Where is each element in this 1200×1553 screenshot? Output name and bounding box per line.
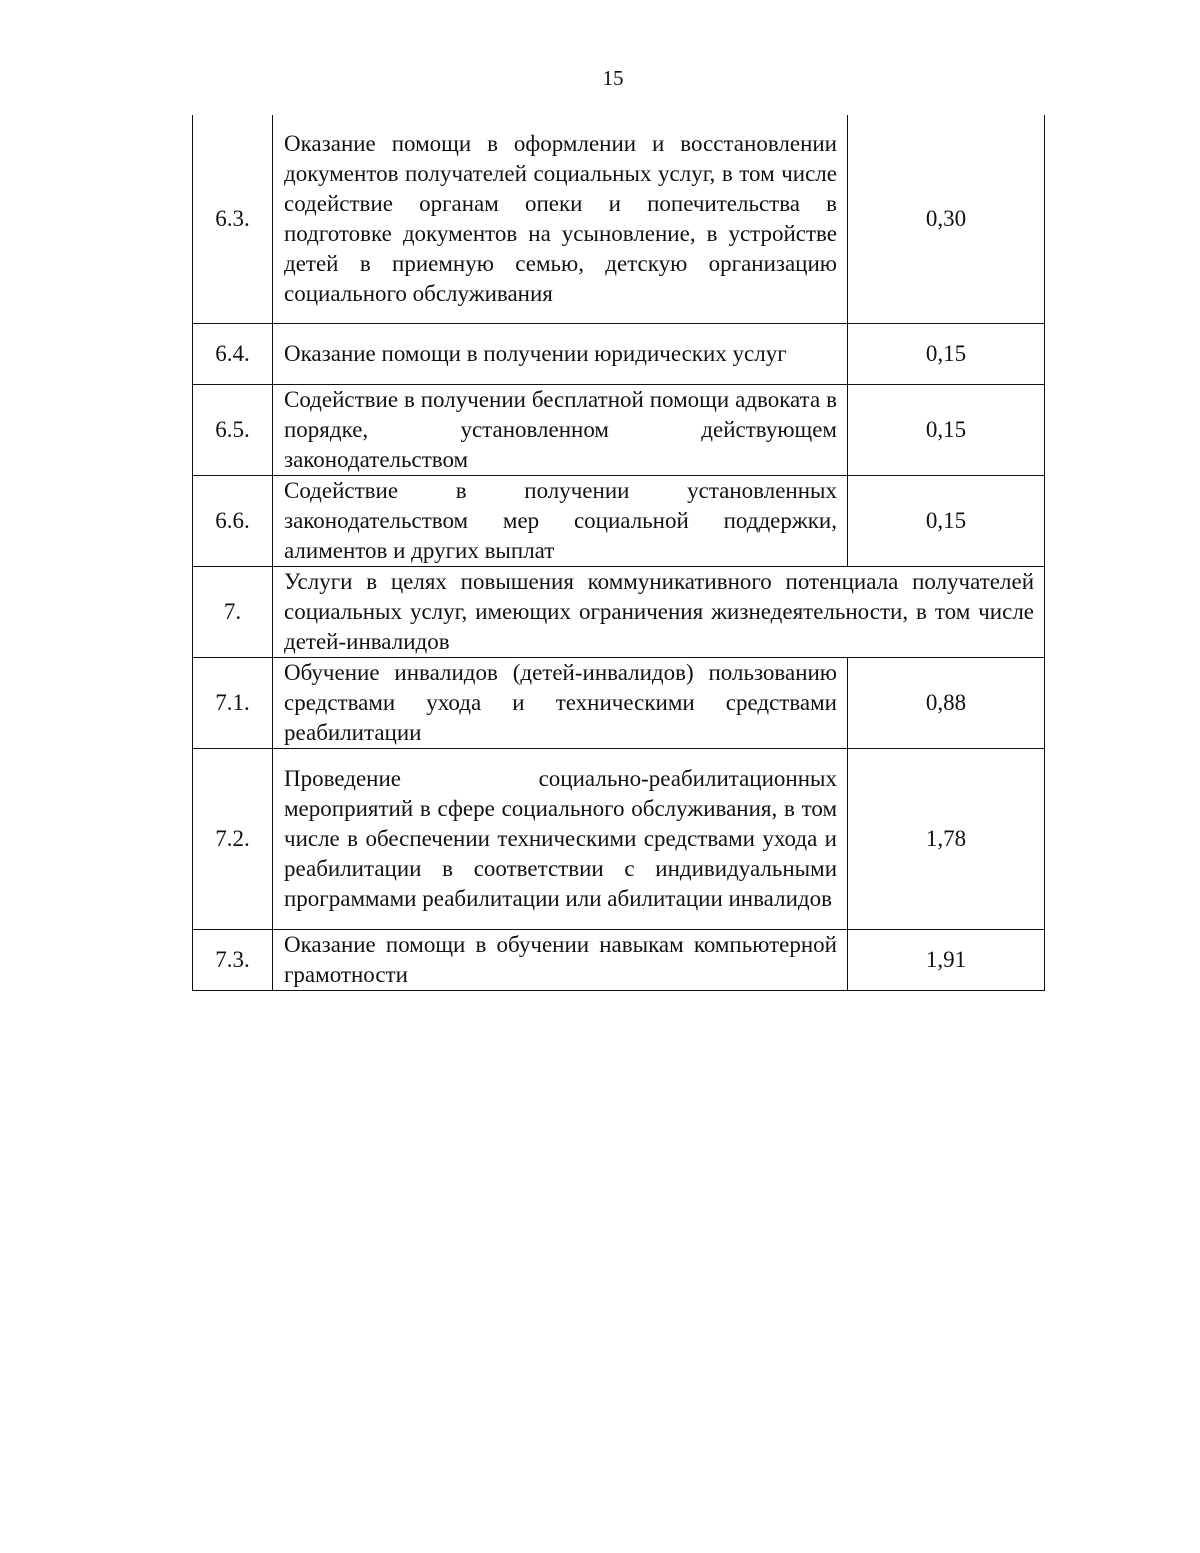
services-table [192, 115, 1045, 991]
service-value: 1,78 [848, 749, 1045, 930]
row-number: 6.5. [193, 385, 273, 476]
table-section-row [193, 567, 1045, 658]
table-row [193, 658, 1045, 749]
service-name: Оказание помощи в оформлении и восстановлении документов получателей социальных услуг, в том числе содействие органам опеки и попечительства в подготовке документов на усыновление, в устройстве детей в приемную семью, детскую организацию социального обслуживания [273, 115, 848, 324]
service-name: Проведение социально-реабилитационных мероприятий в сфере социального обслуживания, в том числе в обеспечении техническими средствами ухода и реабилитации в соответствии с индивидуальными программами реабилитации или абилитации инвалидов [273, 749, 848, 930]
row-number: 6.6. [193, 476, 273, 567]
table-row [193, 476, 1045, 567]
row-number: 7.1. [193, 658, 273, 749]
table-row [193, 930, 1045, 991]
service-name: Оказание помощи в получении юридических услуг [273, 324, 848, 385]
table-row [193, 749, 1045, 930]
row-number: 7.2. [193, 749, 273, 930]
row-number: 6.4. [193, 324, 273, 385]
table-row [193, 324, 1045, 385]
service-value: 0,88 [848, 658, 1045, 749]
service-name: Обучение инвалидов (детей-инвалидов) пользованию средствами ухода и техническими средствами реабилитации [273, 658, 848, 749]
service-name: Содействие в получении установленных законодательством мер социальной поддержки, алиментов и других выплат [273, 476, 848, 567]
row-number: 7.3. [193, 930, 273, 991]
table-row [193, 115, 1045, 324]
page-number: 15 [602, 66, 624, 90]
section-title: Услуги в целях повышения коммуникативного потенциала получателей социальных услуг, имеющих ограничения жизнедеятельности, в том числе детей-инвалидов [273, 567, 1045, 658]
service-name: Содействие в получении бесплатной помощи адвоката в порядке, установленном действующем законодательством [273, 385, 848, 476]
section-number: 7. [193, 567, 273, 658]
row-number: 6.3. [193, 115, 273, 324]
service-name: Оказание помощи в обучении навыкам компьютерной грамотности [273, 930, 848, 991]
service-value: 0,15 [848, 385, 1045, 476]
service-value: 1,91 [848, 930, 1045, 991]
table-row [193, 385, 1045, 476]
service-value: 0,15 [848, 324, 1045, 385]
service-value: 0,15 [848, 476, 1045, 567]
service-value: 0,30 [848, 115, 1045, 324]
